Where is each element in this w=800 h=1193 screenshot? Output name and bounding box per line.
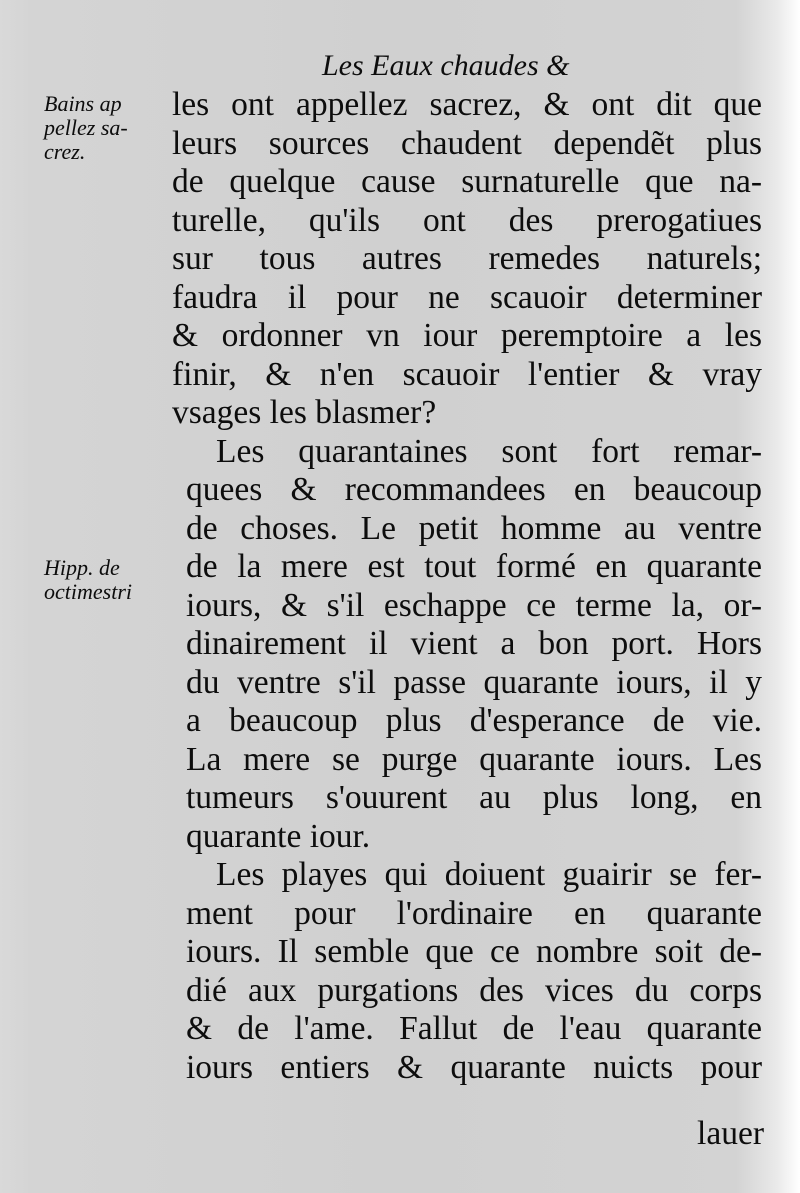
running-head: Les Eaux chaudes & bbox=[322, 49, 570, 82]
text-line: leurs sources chaudent dependẽt plus bbox=[172, 124, 762, 162]
catchword: lauer bbox=[697, 1115, 764, 1152]
text-line: ment pour l'ordinaire en quarante bbox=[186, 894, 762, 932]
text-line: quarante iour. bbox=[186, 817, 371, 855]
text-line: de quelque cause surnaturelle que na- bbox=[172, 163, 762, 200]
marginal-note-line: pellez sa- bbox=[44, 115, 128, 140]
text-line: iours, & s'il eschappe ce terme la, or- bbox=[186, 586, 762, 624]
marginal-note-line: Bains ap bbox=[44, 91, 122, 116]
text-line: dié aux purgations des vices du corps bbox=[186, 971, 762, 1009]
text-line: finir, & n'en scauoir l'entier & vray bbox=[172, 355, 762, 393]
text-line: du ventre s'il passe quarante iours, il y bbox=[186, 663, 762, 701]
marginal-note-line: octimestri bbox=[44, 579, 132, 604]
marginal-note-line: crez. bbox=[44, 139, 86, 164]
text-line: La mere se purge quarante iours. Les bbox=[186, 740, 762, 778]
text-line: a beaucoup plus d'esperance de vie. bbox=[186, 702, 762, 739]
text-line: & de l'ame. Fallut de l'eau quarante bbox=[186, 1010, 762, 1047]
marginal-note-hippocrates bbox=[44, 556, 174, 604]
text-line: turelle, qu'ils ont des prerogatiues bbox=[172, 201, 762, 239]
text-line: de la mere est tout formé en quarante bbox=[186, 548, 762, 585]
text-line: sur tous autres remedes naturels; bbox=[172, 240, 762, 277]
text-line: quees & recommandees en beaucoup bbox=[186, 471, 762, 508]
text-line: tumeurs s'ouurent au plus long, en bbox=[186, 779, 762, 816]
body-text bbox=[172, 86, 762, 1087]
text-line: dinairement il vient a bon port. Hors bbox=[186, 625, 762, 662]
text-line: vsages les blasmer? bbox=[172, 394, 437, 431]
marginal-note-bains bbox=[44, 92, 174, 164]
text-line: iours entiers & quarante nuicts pour bbox=[186, 1048, 762, 1086]
text-line: & ordonner vn iour peremptoire a les bbox=[172, 317, 762, 354]
text-line: iours. Il semble que ce nombre soit de- bbox=[186, 933, 762, 970]
text-line-paragraph-start: Les playes qui doiuent guairir se fer- bbox=[216, 856, 762, 893]
text-line-paragraph-start: Les quarantaines sont fort remar- bbox=[216, 432, 762, 470]
text-line: faudra il pour ne scauoir determiner bbox=[172, 278, 762, 316]
text-line: les ont appellez sacrez, & ont dit que bbox=[172, 86, 762, 123]
text-line: de choses. Le petit homme au ventre bbox=[186, 509, 762, 547]
marginal-note-line: Hipp. de bbox=[44, 555, 120, 580]
